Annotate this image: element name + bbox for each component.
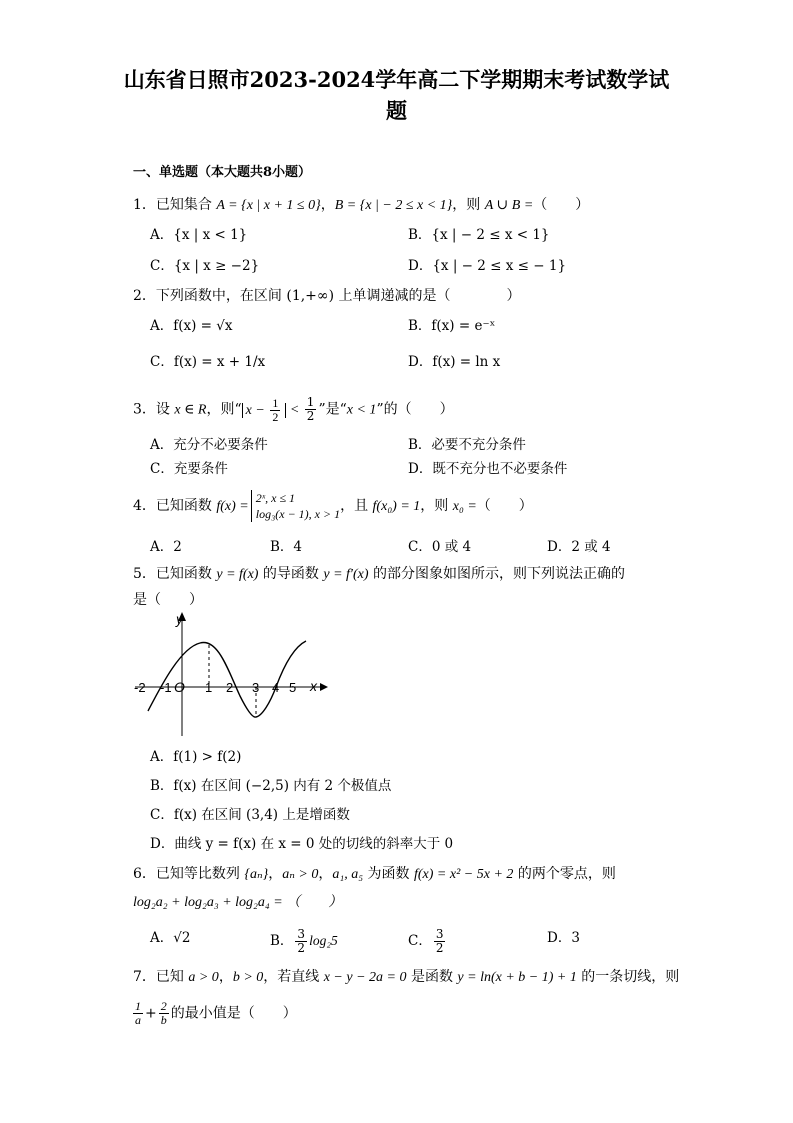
q5-text-a: 5．已知函数	[133, 566, 217, 582]
q6-option-c-den: 2	[435, 941, 444, 955]
q2-option-b[interactable]: B．f(x) = e⁻ˣ	[408, 318, 496, 334]
q1-option-a[interactable]: A．{x | x < 1}	[150, 227, 248, 243]
q5-option-c[interactable]: C．f(x) 在区间 (3,4) 上是增函数	[150, 807, 350, 823]
q4-x0: x₀ =	[452, 499, 477, 514]
q1-bracket: （ ）	[533, 197, 590, 213]
question-7-stem-line2	[133, 1000, 297, 1027]
q4-option-c[interactable]: C．0 或 4	[408, 539, 472, 555]
q2-option-a[interactable]: A．f(x) = √x	[150, 318, 233, 334]
q1-option-c[interactable]: C．{x | x ≥ −2}	[150, 258, 260, 274]
q5-text-b: 的导函数	[258, 566, 324, 582]
q1-expr: A ∪ B =	[484, 198, 534, 213]
q6-text-d: 为函数	[363, 866, 414, 882]
q7-frac-2	[159, 1000, 169, 1027]
tick-2: 2	[226, 680, 234, 695]
tick-5: 5	[289, 680, 297, 695]
q5-derivative: y = f′(x)	[323, 567, 369, 582]
section-heading: 一、单选题（本大题共8小题）	[133, 165, 312, 180]
q7-frac-1-den: a	[135, 1013, 141, 1027]
q6-option-c[interactable]	[408, 928, 447, 955]
q1-set-b: B = {x | − 2 ≤ x < 1}	[334, 198, 453, 213]
graph-origin-label: O	[174, 679, 185, 695]
q6-text-b: ，	[268, 866, 283, 882]
question-1-stem	[133, 195, 589, 216]
x-axis-arrow	[320, 683, 328, 691]
q4-option-a[interactable]: A．2	[150, 539, 182, 555]
q3-text-a: 3．设	[133, 401, 175, 418]
question-6-stem-line2: log₂a₂ + log₂a₃ + log₂a₄ = （ ）	[133, 895, 343, 910]
q6-positive: aₙ > 0	[282, 867, 319, 882]
q6-option-b[interactable]	[270, 928, 338, 955]
q1-option-b[interactable]: B．{x | − 2 ≤ x < 1}	[408, 227, 550, 243]
q1-text-c: ，则	[452, 197, 485, 213]
q7-text-f: 的最小值是（ ）	[170, 1005, 297, 1022]
q4-func: f(x) =	[216, 499, 249, 514]
q4-text-c: ，则	[420, 498, 453, 514]
q4-option-b[interactable]: B．4	[270, 539, 303, 555]
q6-sequence: {aₙ}	[244, 867, 269, 882]
q1-text-a: 1．已知集合	[133, 197, 217, 213]
tick-1: 1	[205, 680, 213, 695]
q6-option-c-num: 3	[435, 927, 444, 941]
q6-option-b-num: 3	[297, 927, 306, 941]
q7-frac-2-num: 2	[160, 999, 167, 1013]
q2-option-d[interactable]: D．f(x) = ln x	[408, 354, 501, 370]
q3-option-a[interactable]: A．充分不必要条件	[150, 437, 268, 453]
page-title: 山东省日照市2023-2024学年高二下学期期末考试数学试题	[123, 67, 670, 123]
q6-option-b-log: log₂5	[309, 933, 338, 948]
q7-text-a: 7．已知	[133, 969, 189, 985]
question-5-stem-line2: 是（ ）	[133, 592, 203, 608]
question-7-stem	[133, 967, 679, 988]
q6-option-a[interactable]: A．√2	[150, 930, 191, 946]
q5-option-d[interactable]: D．曲线 y = f(x) 在 x = 0 处的切线的斜率大于 0	[150, 836, 454, 852]
q3-option-d[interactable]: D．既不充分也不必要条件	[408, 461, 568, 477]
q6-terms: a₁, a₅	[332, 867, 364, 882]
q4-bracket: （ ）	[476, 498, 533, 514]
q3-text-c: ，则“	[206, 401, 242, 418]
q4-text-b: ，且	[340, 498, 373, 514]
q3-half-frac: $\frac{1}{2}$	[272, 395, 279, 424]
question-2-stem: 2．下列函数中，在区间 (1,+∞) 上单调递减的是（ ）	[133, 288, 521, 304]
q6-text-c: ，	[318, 866, 333, 882]
q7-text-e: 的一条切线，则	[576, 969, 680, 985]
tick-4: 4	[272, 680, 280, 695]
q1-option-d[interactable]: D．{x | − 2 ≤ x ≤ − 1}	[408, 258, 567, 274]
q3-text-d: ”是“	[318, 401, 347, 418]
q1-set-a: A = {x | x + 1 ≤ 0}	[216, 198, 321, 213]
q1-text-b: ，	[320, 197, 335, 213]
q4-piece-2: log₃(x − 1), x > 1	[255, 507, 341, 521]
q3-option-b[interactable]: B．必要不充分条件	[408, 437, 526, 453]
q4-piecewise	[251, 490, 340, 522]
q4-piece-1: 2ˣ, x ≤ 1	[255, 491, 296, 505]
q6-option-b-den: 2	[297, 941, 306, 955]
question-3-stem: 3．设 x ∈ R，则“ x − $\frac{1}{2}$ < $\frac{1}{2}$ ”是“x < 1”的（ ）	[133, 395, 454, 424]
q7-line-eq: x − y − 2a = 0	[323, 970, 407, 985]
q6-option-d[interactable]: D．3	[547, 930, 580, 946]
graph-x-label: x	[310, 678, 317, 694]
q7-cond-a: a > 0	[188, 970, 219, 985]
q7-frac-1	[133, 1000, 143, 1027]
q7-plus: +	[145, 1005, 157, 1022]
q6-function: f(x) = x² − 5x + 2	[414, 867, 514, 882]
tick-neg1: -1	[160, 680, 172, 695]
q2-option-c[interactable]: C．f(x) = x + 1/x	[150, 354, 266, 370]
q5-option-a[interactable]: A．f(1) > f(2)	[150, 749, 242, 765]
q7-text-b: ，	[218, 969, 233, 985]
q3-option-c[interactable]: C．充要条件	[150, 461, 228, 477]
q5-text-c: 的部分图象如图所示，则下列说法正确的	[368, 566, 625, 582]
q7-text-d: 是函数	[406, 969, 458, 985]
q6-option-c-letter: C．	[408, 933, 432, 949]
q4-condition: f(x₀) = 1	[372, 499, 421, 514]
q6-text-e: 的两个零点，则	[513, 866, 616, 882]
question-6-stem	[133, 864, 616, 885]
q3-cond: x < 1	[346, 402, 377, 418]
tick-3: 3	[252, 680, 260, 695]
tick-neg2: -2	[134, 680, 146, 695]
derivative-graph	[130, 608, 330, 738]
q5-option-b[interactable]: B．f(x) 在区间 (−2,5) 内有 2 个极值点	[150, 778, 392, 794]
q7-frac-2-den: b	[160, 1013, 167, 1027]
q5-func: y = f(x)	[216, 567, 259, 582]
question-5-stem	[133, 564, 625, 585]
question-4-stem	[133, 490, 533, 522]
q6-text-a: 6．已知等比数列	[133, 866, 245, 882]
q4-text-a: 4．已知函数	[133, 498, 217, 514]
q6-option-c-frac	[434, 928, 446, 955]
q6-option-b-frac	[295, 928, 307, 955]
q7-cond-b: b > 0	[232, 970, 264, 985]
q4-option-d[interactable]: D．2 或 4	[547, 539, 611, 555]
q7-text-c: ，若直线	[263, 969, 324, 985]
q3-text-f: ”的（ ）	[376, 401, 454, 418]
q7-function: y = ln(x + b − 1) + 1	[457, 970, 577, 985]
graph-y-label: y	[176, 611, 183, 627]
q3-domain: x ∈ R	[174, 402, 207, 418]
q3-abs-expr: x − $\frac{1}{2}$	[242, 403, 287, 418]
q6-option-b-letter: B．	[270, 933, 294, 949]
q7-frac-1-num: 1	[135, 999, 141, 1013]
q3-half-frac-rhs: $\frac{1}{2}$	[306, 395, 315, 423]
